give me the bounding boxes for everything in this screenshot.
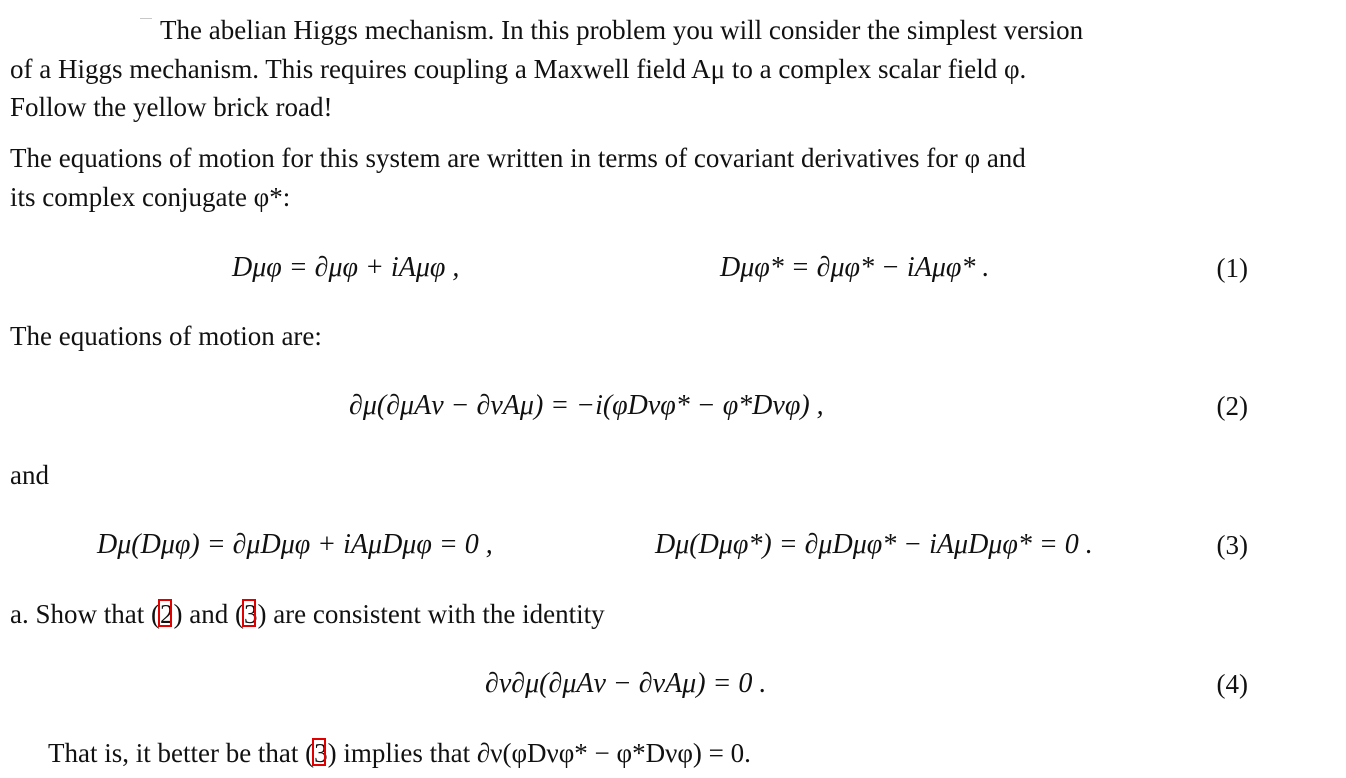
equation-2: ∂μ(∂μAν − ∂νAμ) = −i(φDνφ* − φ*Dνφ) , bbox=[349, 390, 824, 421]
equation-3-reference-label: 3 bbox=[243, 599, 258, 629]
equation-3-reference-link-closing[interactable] bbox=[314, 736, 328, 770]
part-a-question bbox=[10, 597, 605, 631]
reference-highlight-box bbox=[242, 599, 256, 627]
part-a-suffix: ) are consistent with the identity bbox=[257, 599, 605, 629]
closing-prefix: That is, it better be that ( bbox=[48, 738, 315, 768]
intro-line-2: of a Higgs mechanism. This requires coupling a Maxwell field Aμ to a complex scalar field φ. bbox=[10, 54, 1027, 84]
equation-1-left: Dμφ = ∂μφ + iAμφ , bbox=[232, 252, 460, 283]
equation-3-right: Dμ(Dμφ*) = ∂μDμφ* − iAμDμφ* = 0 . bbox=[655, 529, 1093, 560]
equation-3-left: Dμ(Dμφ) = ∂μDμφ + iAμDμφ = 0 , bbox=[97, 529, 493, 560]
reference-highlight-box bbox=[158, 599, 172, 627]
intro-line-3: Follow the yellow brick road! bbox=[10, 92, 333, 122]
intro-line-1: The abelian Higgs mechanism. In this problem you will consider the simplest version bbox=[160, 15, 1084, 45]
equation-4: ∂ν∂μ(∂μAν − ∂νAμ) = 0 . bbox=[485, 668, 767, 699]
eom-heading: The equations of motion are: bbox=[10, 321, 322, 351]
part-a-prefix: a. Show that ( bbox=[10, 599, 160, 629]
equation-2-reference-link[interactable] bbox=[160, 597, 174, 631]
closing-suffix: ) implies that ∂ν(φDνφ* − φ*Dνφ) = 0. bbox=[327, 738, 751, 768]
eom-intro-line-1: The equations of motion for this system are written in terms of covariant derivatives for φ and bbox=[10, 143, 1026, 173]
equation-3-reference-link[interactable] bbox=[244, 597, 258, 631]
eom-intro-line-2: its complex conjugate φ*: bbox=[10, 182, 291, 212]
equation-3-number: (3) bbox=[1216, 530, 1248, 560]
equation-2-reference-label: 2 bbox=[159, 599, 174, 629]
reference-highlight-box bbox=[312, 738, 326, 766]
equation-1-right: Dμφ* = ∂μφ* − iAμφ* . bbox=[720, 252, 990, 283]
closing-statement bbox=[48, 736, 751, 770]
closing-reference-label: 3 bbox=[314, 738, 328, 768]
part-a-middle: ) and ( bbox=[173, 599, 244, 629]
scan-mark bbox=[140, 18, 152, 19]
equation-4-number: (4) bbox=[1216, 669, 1248, 699]
equation-1-number: (1) bbox=[1216, 253, 1248, 283]
equation-2-number: (2) bbox=[1216, 391, 1248, 421]
conjunction-and: and bbox=[10, 460, 49, 490]
